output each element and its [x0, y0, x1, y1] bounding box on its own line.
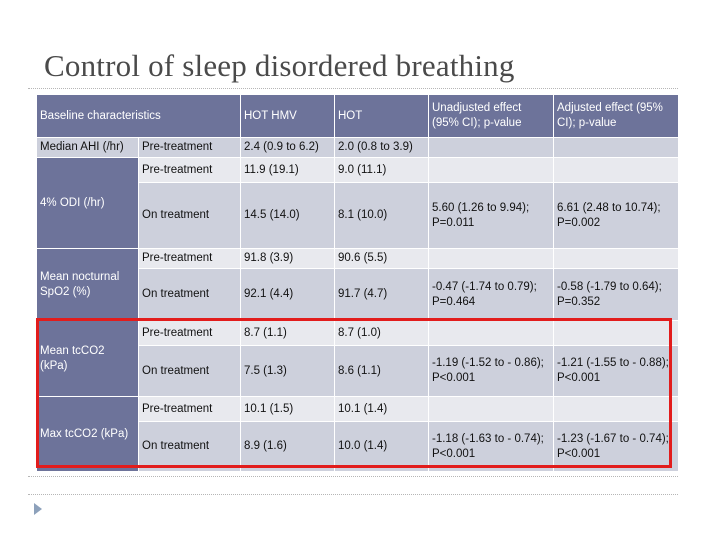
table-row [37, 249, 679, 269]
adjusted-cell: -1.23 (-1.67 to - 0.74); P<0.001 [554, 422, 679, 472]
hot-hmv-cell: 10.1 (1.5) [241, 397, 335, 422]
phase-cell: Pre-treatment [139, 249, 241, 269]
table-row [37, 138, 679, 158]
row-label-max-tcco2: Max tcCO2 (kPa) [37, 397, 139, 472]
header-adjusted: Adjusted effect (95% CI); p-value [554, 95, 679, 138]
hot-cell: 8.7 (1.0) [335, 321, 429, 346]
adjusted-cell [554, 321, 679, 346]
adjusted-cell: 6.61 (2.48 to 10.74); P=0.002 [554, 183, 679, 249]
hot-hmv-cell: 11.9 (19.1) [241, 158, 335, 183]
hot-cell: 8.6 (1.1) [335, 346, 429, 397]
adjusted-cell [554, 138, 679, 158]
hot-hmv-cell: 92.1 (4.4) [241, 269, 335, 321]
header-baseline: Baseline characteristics [37, 95, 241, 138]
unadjusted-cell: 5.60 (1.26 to 9.94); P=0.011 [429, 183, 554, 249]
hot-cell: 10.1 (1.4) [335, 397, 429, 422]
triangle-bullet-icon [34, 503, 42, 515]
row-label-odi: 4% ODI (/hr) [37, 158, 139, 249]
header-hot-hmv: HOT HMV [241, 95, 335, 138]
row-label-median-ahi: Median AHI (/hr) [37, 138, 139, 158]
hot-cell: 9.0 (11.1) [335, 158, 429, 183]
unadjusted-cell [429, 321, 554, 346]
adjusted-cell: -1.21 (-1.55 to - 0.88); P<0.001 [554, 346, 679, 397]
unadjusted-cell [429, 249, 554, 269]
adjusted-cell [554, 397, 679, 422]
footer-divider-top [28, 476, 678, 477]
phase-cell: Pre-treatment [139, 321, 241, 346]
row-label-mean-tcco2: Mean tcCO2 (kPa) [37, 321, 139, 397]
unadjusted-cell: -0.47 (-1.74 to 0.79); P=0.464 [429, 269, 554, 321]
unadjusted-cell: -1.19 (-1.52 to - 0.86); P<0.001 [429, 346, 554, 397]
unadjusted-cell [429, 158, 554, 183]
table-row [37, 397, 679, 422]
hot-hmv-cell: 8.9 (1.6) [241, 422, 335, 472]
phase-cell: Pre-treatment [139, 158, 241, 183]
results-table-wrapper [36, 94, 679, 472]
phase-cell: On treatment [139, 346, 241, 397]
hot-hmv-cell: 8.7 (1.1) [241, 321, 335, 346]
unadjusted-cell: -1.18 (-1.63 to - 0.74); P<0.001 [429, 422, 554, 472]
header-hot: HOT [335, 95, 429, 138]
adjusted-cell [554, 158, 679, 183]
adjusted-cell: -0.58 (-1.79 to 0.64); P=0.352 [554, 269, 679, 321]
hot-cell: 91.7 (4.7) [335, 269, 429, 321]
unadjusted-cell [429, 397, 554, 422]
hot-hmv-cell: 7.5 (1.3) [241, 346, 335, 397]
hot-hmv-cell: 2.4 (0.9 to 6.2) [241, 138, 335, 158]
header-unadjusted: Unadjusted effect (95% CI); p-value [429, 95, 554, 138]
hot-cell: 90.6 (5.5) [335, 249, 429, 269]
hot-cell: 8.1 (10.0) [335, 183, 429, 249]
table-row [37, 158, 679, 183]
phase-cell: On treatment [139, 183, 241, 249]
hot-cell: 10.0 (1.4) [335, 422, 429, 472]
footer-divider-bottom [28, 494, 678, 495]
hot-hmv-cell: 91.8 (3.9) [241, 249, 335, 269]
hot-cell: 2.0 (0.8 to 3.9) [335, 138, 429, 158]
hot-hmv-cell: 14.5 (14.0) [241, 183, 335, 249]
phase-cell: Pre-treatment [139, 138, 241, 158]
adjusted-cell [554, 249, 679, 269]
table-row [37, 321, 679, 346]
phase-cell: Pre-treatment [139, 397, 241, 422]
slide-title: Control of sleep disordered breathing [44, 48, 515, 83]
phase-cell: On treatment [139, 422, 241, 472]
results-table [36, 94, 679, 472]
unadjusted-cell [429, 138, 554, 158]
table-header-row [37, 95, 679, 138]
title-divider [28, 88, 678, 89]
phase-cell: On treatment [139, 269, 241, 321]
row-label-spo2: Mean nocturnal SpO2 (%) [37, 249, 139, 321]
